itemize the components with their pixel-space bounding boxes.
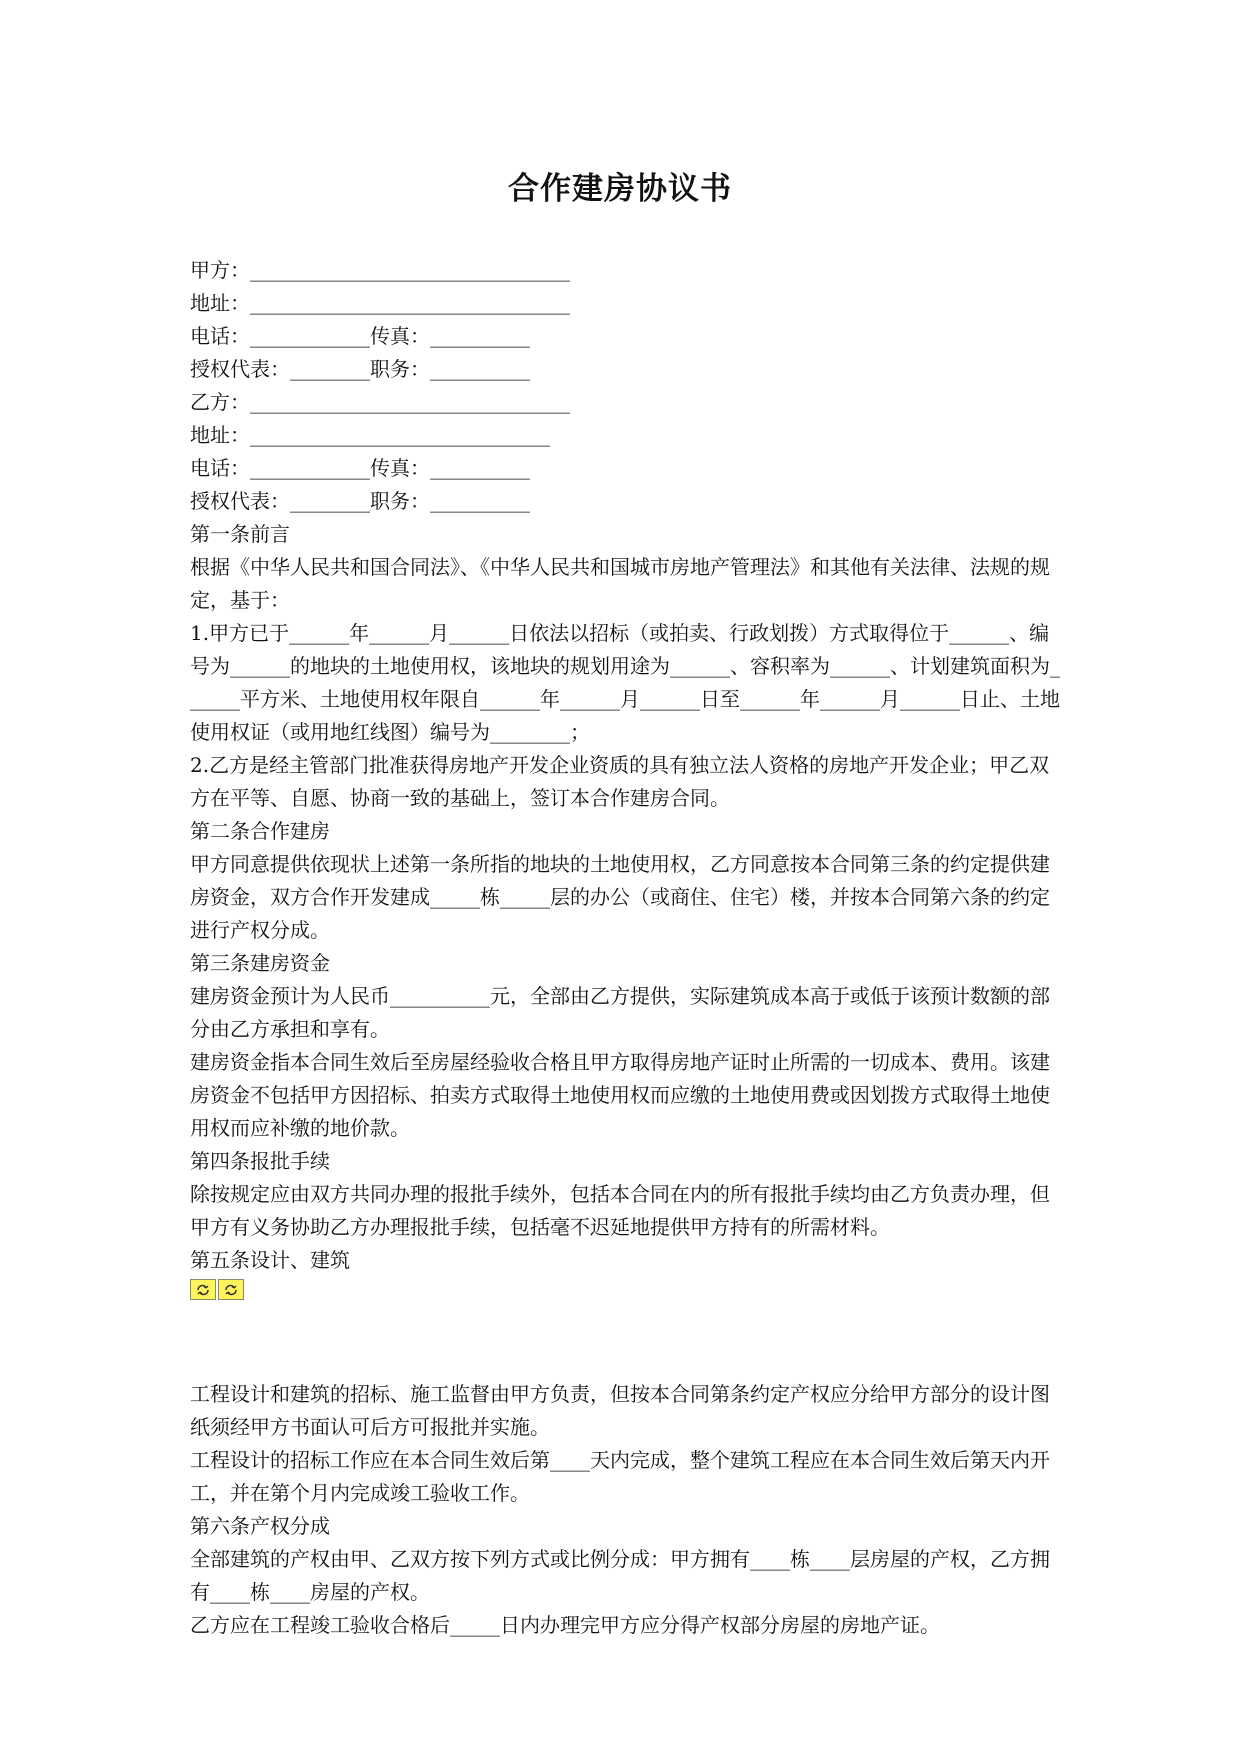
article-1-intro-paragraph: 根据《中华人民共和国合同法》、《中华人民共和国城市房地产管理法》和其他有关法律、法规的规定，基于：	[190, 555, 1050, 612]
article-3-paragraph-2: 建房资金指本合同生效后至房屋经验收合格且甲方取得房地产证时止所需的一切成本、费用。该建房资金不包括甲方因招标、拍卖方式取得土地使用权而应缴的土地使用费或因划拨方式取得土地使用权而应补缴的地价款。	[190, 1050, 1050, 1140]
article-2-heading: 第二条合作建房	[190, 819, 330, 843]
article-6-paragraph-2: 乙方应在工程竣工验收合格后_____日内办理完甲方应分得产权部分房屋的房地产证。	[190, 1613, 940, 1637]
party-b-name-line: 乙方：________________________________	[190, 390, 570, 414]
party-b-representative-line: 授权代表：________职务：__________	[190, 489, 530, 513]
document-title: 合作建房协议书	[508, 171, 732, 207]
spacer	[190, 1312, 1065, 1378]
embedded-object-placeholders	[190, 1277, 1065, 1312]
party-a-representative-line: 授权代表：________职务：__________	[190, 357, 530, 381]
broken-image-icon	[218, 1279, 244, 1300]
article-1-item-1-paragraph: 1.甲方已于______年______月______日依法以招标（或拍卖、行政划拨）方式取得位于______、编号为______的地块的土地使用权，该地块的规划用途为______、容积率为______、计划建筑面积为______平方米、土地使用权年限自______年______月______日至______年______月______日止、土地使用权证（或用地红线图）编号为________；	[190, 621, 1060, 744]
article-5-heading: 第五条设计、建筑	[190, 1248, 350, 1272]
article-6-paragraph-1: 全部建筑的产权由甲、乙双方按下列方式或比例分成：甲方拥有____栋____层房屋的产权，乙方拥有____栋____房屋的产权。	[190, 1547, 1050, 1604]
article-5-paragraph-1: 工程设计和建筑的招标、施工监督由甲方负责，但按本合同第条约定产权应分给甲方部分的设计图纸须经甲方书面认可后方可报批并实施。	[190, 1382, 1050, 1439]
article-4-paragraph: 除按规定应由双方共同办理的报批手续外，包括本合同在内的所有报批手续均由乙方负责办理，但甲方有义务协助乙方办理报批手续，包括毫不迟延地提供甲方持有的所需材料。	[190, 1182, 1050, 1239]
party-a-address-line: 地址：________________________________	[190, 291, 570, 315]
party-b-address-line: 地址：______________________________	[190, 423, 550, 447]
party-b-phone-fax-line: 电话：____________传真：__________	[190, 456, 530, 480]
article-1-item-2-paragraph: 2.乙方是经主管部门批准获得房地产开发企业资质的具有独立法人资格的房地产开发企业；甲乙双方在平等、自愿、协商一致的基础上，签订本合作建房合同。	[190, 753, 1050, 810]
party-a-name-line: 甲方：________________________________	[190, 258, 570, 282]
article-6-heading: 第六条产权分成	[190, 1514, 330, 1538]
article-5-paragraph-2: 工程设计的招标工作应在本合同生效后第____天内完成，整个建筑工程应在本合同生效后第天内开工，并在第个月内完成竣工验收工作。	[190, 1448, 1050, 1505]
article-2-paragraph: 甲方同意提供依现状上述第一条所指的地块的土地使用权，乙方同意按本合同第三条的约定提供建房资金，双方合作开发建成_____栋_____层的办公（或商住、住宅）楼，并按本合同第六条的约定进行产权分成。	[190, 852, 1050, 942]
article-3-heading: 第三条建房资金	[190, 951, 330, 975]
broken-image-icon	[190, 1279, 216, 1300]
article-1-heading: 第一条前言	[190, 522, 290, 546]
article-3-paragraph-1: 建房资金预计为人民币__________元，全部由乙方提供，实际建筑成本高于或低于该预计数额的部分由乙方承担和享有。	[190, 984, 1050, 1041]
document-body	[190, 254, 1065, 1642]
article-4-heading: 第四条报批手续	[190, 1149, 330, 1173]
party-a-phone-fax-line: 电话：____________传真：__________	[190, 324, 530, 348]
